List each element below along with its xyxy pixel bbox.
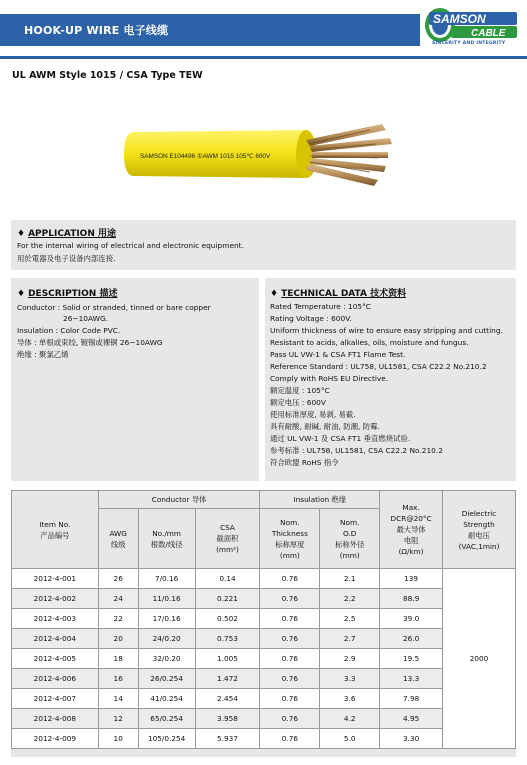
technical-line: Pass UL VW-1 & CSA FT1 Flame Test. [270, 350, 406, 359]
application-text: For the internal wiring of electrical and electronic equipment. [17, 241, 244, 250]
table-row [12, 689, 516, 709]
technical-line: Rated Temperature : 105°C [270, 302, 371, 311]
table-row [12, 569, 516, 589]
dcr-cell: 7.98 [380, 689, 443, 709]
technical-line: Rating Voltage : 600V. [270, 314, 352, 323]
nom-thickness-cell: 0.76 [260, 729, 320, 749]
header-awg: AWG 线级 [98, 509, 138, 569]
technical-line: 额定温度 : 105°C [270, 386, 330, 395]
description-line: 26~10AWG. [63, 314, 109, 323]
technical-line: 参考标准 : UL758, UL1581, CSA C22.2 No.210.2 [270, 446, 443, 455]
csa-cell: 3.958 [195, 709, 260, 729]
technical-title: ♦ TECHNICAL DATA 技术资料 [270, 289, 407, 299]
description-line: Conductor : Solid or stranded, tinned or bare copper [17, 303, 211, 312]
description-panel [11, 278, 259, 481]
application-text-cn: 用於電器及电子设备内部连接. [17, 254, 116, 263]
technical-line: Uniform thickness of wire to ensure easy stripping and cutting. [270, 326, 503, 335]
nom-od-cell: 3.6 [320, 689, 380, 709]
dcr-cell: 3.30 [380, 729, 443, 749]
technical-line: 通过 UL VW-1 及 CSA FT1 垂直燃烧试验. [270, 434, 411, 443]
nom-thickness-cell: 0.76 [260, 689, 320, 709]
csa-cell: 5.937 [195, 729, 260, 749]
description-line: Insulation : Color Code PVC. [17, 326, 121, 335]
awg-cell: 12 [98, 709, 138, 729]
dcr-cell: 88.9 [380, 589, 443, 609]
diamond-bullet-icon: ♦ [270, 289, 279, 299]
diamond-bullet-icon: ♦ [17, 289, 26, 299]
csa-cell: 0.221 [195, 589, 260, 609]
table-row [12, 589, 516, 609]
no-mm-cell: 17/0.16 [138, 609, 195, 629]
table-row [12, 609, 516, 629]
technical-line: Reference Standard : UL758, UL1581, CSA C22.2 No.210.2 [270, 362, 487, 371]
no-mm-cell: 7/0.16 [138, 569, 195, 589]
logo-tagline: SINCERITY AND INTEGRITY [432, 41, 506, 46]
page-title: HOOK-UP WIRE 电子线缆 [24, 24, 169, 37]
item-no-cell: 2012-4-005 [12, 649, 99, 669]
header-insulation: Insulation 绝缘 [260, 491, 380, 509]
product-subtitle: UL AWM Style 1015 / CSA Type TEW [12, 70, 203, 81]
item-no-cell: 2012-4-004 [12, 629, 99, 649]
csa-cell: 2.454 [195, 689, 260, 709]
technical-data-panel [265, 278, 516, 481]
technical-line: 使用标准厚度, 易剥, 易截. [270, 410, 356, 419]
item-no-cell: 2012-4-009 [12, 729, 99, 749]
no-mm-cell: 65/0.254 [138, 709, 195, 729]
header-divider [0, 56, 527, 59]
item-no-cell: 2012-4-008 [12, 709, 99, 729]
dcr-cell: 139 [380, 569, 443, 589]
header-dielectric: Dielectric Strength 耐电压 (VAC,1min) [443, 491, 516, 569]
awg-cell: 16 [98, 669, 138, 689]
nom-thickness-cell: 0.76 [260, 589, 320, 609]
header-nom-od: Nom. O.D 标称外径 (mm) [320, 509, 380, 569]
svg-text:SAMSON: SAMSON [433, 12, 486, 26]
item-no-cell: 2012-4-001 [12, 569, 99, 589]
csa-cell: 0.753 [195, 629, 260, 649]
description-line: 导体 : 单根或束绞, 镀锡或裸铜 26~10AWG [17, 338, 163, 347]
nom-od-cell: 2.5 [320, 609, 380, 629]
item-no-cell: 2012-4-002 [12, 589, 99, 609]
technical-line: 额定电压 : 600V [270, 398, 326, 407]
nom-thickness-cell: 0.76 [260, 709, 320, 729]
wire-illustration [120, 114, 420, 194]
item-no-cell: 2012-4-003 [12, 609, 99, 629]
item-no-cell: 2012-4-006 [12, 669, 99, 689]
technical-line: 符合欧盟 RoHS 指令 [270, 458, 339, 467]
csa-cell: 1.472 [195, 669, 260, 689]
awg-cell: 14 [98, 689, 138, 709]
nom-od-cell: 2.9 [320, 649, 380, 669]
header-item-no: Item No. 产品编号 [12, 491, 99, 569]
csa-cell: 1.005 [195, 649, 260, 669]
nom-od-cell: 4.2 [320, 709, 380, 729]
awg-cell: 20 [98, 629, 138, 649]
nom-od-cell: 2.2 [320, 589, 380, 609]
table-row [12, 629, 516, 649]
no-mm-cell: 11/0.16 [138, 589, 195, 609]
dcr-cell: 39.0 [380, 609, 443, 629]
technical-line: Resistant to acids, alkalies, oils, moisture and fungus. [270, 338, 469, 347]
application-title: ♦ APPLICATION 用途 [17, 229, 116, 239]
awg-cell: 22 [98, 609, 138, 629]
awg-cell: 26 [98, 569, 138, 589]
header-csa: CSA 截面积 (mm²) [195, 509, 260, 569]
svg-text:CABLE: CABLE [471, 28, 506, 39]
nom-thickness-cell: 0.76 [260, 649, 320, 669]
dcr-cell: 26.0 [380, 629, 443, 649]
nom-od-cell: 2.7 [320, 629, 380, 649]
nom-od-cell: 3.3 [320, 669, 380, 689]
spec-table-container [11, 490, 516, 757]
nom-thickness-cell: 0.76 [260, 669, 320, 689]
spec-table [11, 490, 516, 749]
dielectric-value-cell: 2000 [443, 569, 516, 749]
header-dcr: Max. DCR@20°C 最大导体 电阻 (Ω/km) [380, 491, 443, 569]
nom-thickness-cell: 0.76 [260, 629, 320, 649]
nom-thickness-cell: 0.76 [260, 569, 320, 589]
header-no-mm: No./mm 根数/线径 [138, 509, 195, 569]
header-nom-thickness: Nom. Thickness 标称厚度 (mm) [260, 509, 320, 569]
table-row [12, 729, 516, 749]
dcr-cell: 4.95 [380, 709, 443, 729]
no-mm-cell: 32/0.20 [138, 649, 195, 669]
awg-cell: 18 [98, 649, 138, 669]
awg-cell: 10 [98, 729, 138, 749]
dcr-cell: 13.3 [380, 669, 443, 689]
csa-cell: 0.502 [195, 609, 260, 629]
nom-thickness-cell: 0.76 [260, 609, 320, 629]
no-mm-cell: 24/0.20 [138, 629, 195, 649]
no-mm-cell: 105/0.254 [138, 729, 195, 749]
description-line: 绝缘 : 聚氯乙烯 [17, 350, 69, 359]
nom-od-cell: 2.1 [320, 569, 380, 589]
no-mm-cell: 26/0.254 [138, 669, 195, 689]
description-title: ♦ DESCRIPTION 描述 [17, 289, 118, 299]
awg-cell: 24 [98, 589, 138, 609]
item-no-cell: 2012-4-007 [12, 689, 99, 709]
csa-cell: 0.14 [195, 569, 260, 589]
application-panel [11, 220, 516, 270]
technical-line: Comply with RoHS EU Directive. [270, 374, 389, 383]
diamond-bullet-icon: ♦ [17, 229, 26, 239]
header-bar [0, 0, 527, 60]
technical-line: 具有耐酸, 耐碱, 耐油, 防潮, 防霉. [270, 422, 380, 431]
no-mm-cell: 41/0.254 [138, 689, 195, 709]
table-row [12, 709, 516, 729]
dcr-cell: 19.5 [380, 649, 443, 669]
table-row [12, 649, 516, 669]
nom-od-cell: 5.0 [320, 729, 380, 749]
spec-table-body [12, 569, 516, 749]
table-row [12, 669, 516, 689]
header-conductor: Conductor 导体 [98, 491, 260, 509]
wire-print-text: SAMSON E104496 ①AWM 1015 105℃ 600V [140, 153, 271, 160]
